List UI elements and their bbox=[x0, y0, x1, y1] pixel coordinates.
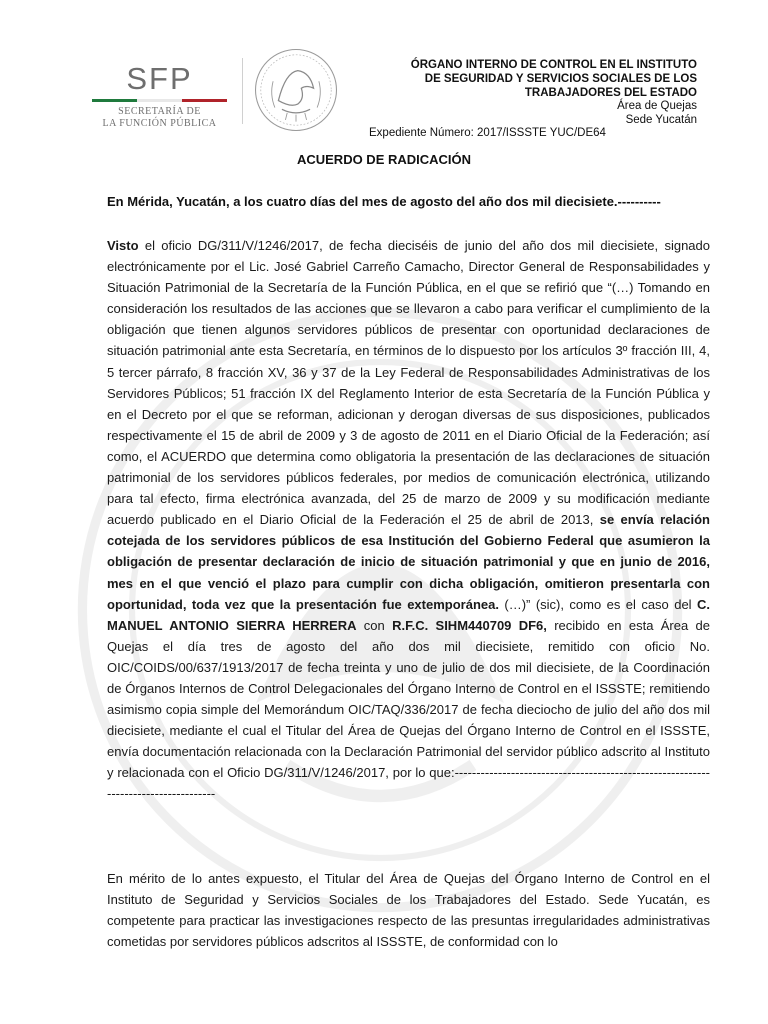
logo-acronym: SFP bbox=[126, 61, 193, 96]
logo-tricolor-rule bbox=[92, 99, 227, 102]
person-rfc: R.F.C. SIHM440709 DF6, bbox=[392, 617, 547, 633]
institution-name bbox=[337, 58, 697, 100]
area-sede: Sede Yucatán bbox=[625, 113, 697, 126]
person-name: C. MANUEL ANTONIO SIERRA HERRERA bbox=[107, 596, 710, 633]
document-title: ACUERDO DE RADICACIÓN bbox=[296, 152, 472, 167]
institution-line-1: ÓRGANO INTERNO DE CONTROL EN EL INSTITUTO bbox=[410, 59, 697, 71]
paragraph-2 bbox=[107, 868, 710, 952]
logo-line-1: SECRETARÍA DE bbox=[118, 106, 201, 117]
document-header bbox=[0, 0, 768, 150]
logo-line-2: LA FUNCIÓN PÚBLICA bbox=[102, 118, 217, 129]
paragraph-1-text-b: (…)” (sic), como es el caso del bbox=[498, 596, 697, 612]
place-date-line: En Mérida, Yucatán, a los cuatro días del mes de agosto del año dos mil diecisiete.---------- bbox=[107, 194, 661, 209]
visto-keyword: Visto bbox=[107, 238, 139, 253]
paragraph-1-text-a: el oficio DG/311/V/1246/2017, de fecha dieciséis de junio del año dos mil diecisiete, signado electrónicamente por el Lic. José Gabriel Carreño Camacho, Director General de Responsabilidades y Situación Patrimonial de la Secretaría de la Función Pública, en el que se refirió que “(…) Tomando en consideración los resultados de las acciones que se llevaron a cabo para verificar el cumplimiento de la obligación que tienen algunos servidores públicos de presentar con oportunidad declaraciones de situación patrimonial ante esta Secretaría, en términos de lo dispuesto por los artículos 3º fracción III, 4, 5 tercer párrafo, 8 fracción XV, 36 y 37 de la Ley Federal de Responsabilidades Administrativas de los Servidores Públicos; 51 fracción IX del Reglamento Interior de esta Secretaría de la Función Pública y en el Decreto por el que se reforman, adicionan y derogan diversas de sus disposiciones, publicados respectivamente el 15 de abril de 2009 y 3 de agosto de 2011 en el Diario Oficial de la Federación; así como, el ACUERDO que determina como obligatoria la presentación de las declaraciones de situación patrimonial de los servidores públicos federales, por medios de comunicación electrónica, utilizando para tal efecto, firma electrónica avanzada, del 25 de marzo de 2009 y su modificación mediante acuerdo publicado en el Diario Oficial de la Federación el 25 de abril de 2013, bbox=[107, 238, 710, 528]
expediente-number: Expediente Número: 2017/ISSSTE YUC/DE64 bbox=[369, 127, 606, 139]
institution-line-3: TRABAJADORES DEL ESTADO bbox=[524, 87, 697, 99]
area-block bbox=[617, 100, 697, 127]
mexican-coat-of-arms-seal-icon bbox=[252, 46, 340, 134]
paragraph-2-text: En mérito de lo antes expuesto, el Titular del Área de Quejas del Órgano Interno de Control en el Instituto de Seguridad y Servicios Sociales de los Trabajadores del Estado. Sede Yucatán, es competente para practicar las investigaciones respecto de las presuntas irregularidades administrativas cometidas por servidores públicos adscritos al ISSSTE, de conformidad con lo bbox=[107, 871, 710, 950]
paragraph-1-bold-quote: se envía relación cotejada de los servidores públicos de esa Institución del Gobierno Federal que asumieron la obligación de presentar declaración de inicio de situación patrimonial y que en junio de 2016, mes en el que venció el plazo para cumplir con dicha obligación, omitieron presentarla con oportunidad, toda vez que la presentación fue extemporánea. bbox=[107, 512, 710, 612]
area-name: Área de Quejas bbox=[617, 100, 697, 112]
paragraph-1-text-d: recibido en esta Área de Quejas el día tres de agosto del año dos mil diecisiete, remitido con oficio No. OIC/COIDS/00/637/1913/2017 de fecha treinta y uno de julio de dos mil diecisiete, de la Coordinación de Órganos Internos de Control Delegacionales del Órgano Interno de Control en el ISSSTE; remitiendo asimismo copia simple del Memorándum OIC/TAQ/336/2017 de fecha dieciocho de julio del año dos mil diecisiete, mediante el cual el Titular del Área de Quejas del Órgano Interno de Control en el ISSSTE, envía documentación relacionada con la Declaración Patrimonial del servidor público adscrito al Instituto y relacionada con el Oficio DG/311/V/1246/2017, por lo que:------------------------------------------------------------------------------------ bbox=[107, 617, 710, 802]
institution-line-2: DE SEGURIDAD Y SERVICIOS SOCIALES DE LOS bbox=[424, 73, 697, 85]
sfp-logo bbox=[82, 62, 237, 130]
paragraph-1-text-c: con bbox=[356, 617, 393, 633]
paragraph-1 bbox=[107, 235, 710, 805]
logo-divider bbox=[242, 58, 243, 124]
